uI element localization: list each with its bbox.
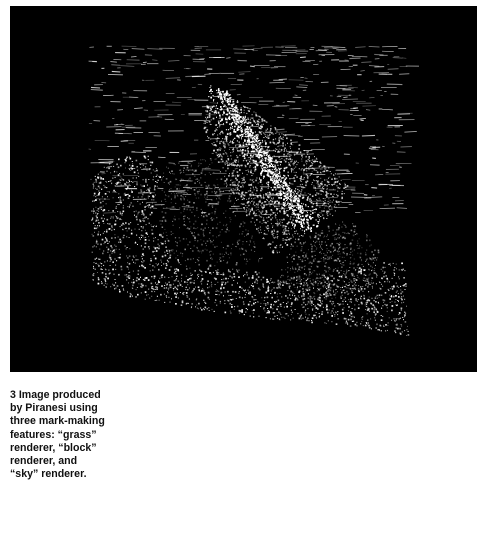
figure-caption <box>10 389 106 481</box>
figure-image <box>10 6 477 372</box>
caption-text: Image produced by Piranesi using three mark-making features: “grass” renderer, “block” renderer, and “sky” renderer. <box>10 389 105 481</box>
rendered-scene-image <box>10 6 477 372</box>
caption-number: 3 <box>10 389 16 401</box>
